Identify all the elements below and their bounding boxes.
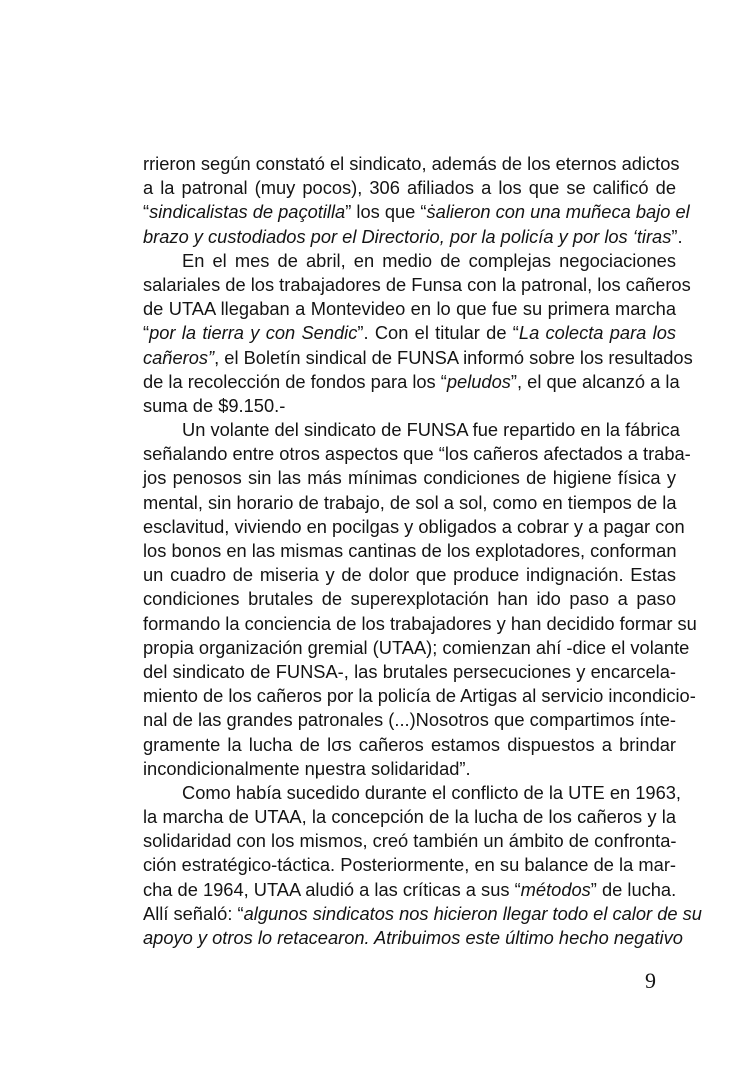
text-segment: , el Boletín sindical de FUNSA informó sobre los resultados — [214, 346, 693, 368]
text-segment: ”. — [671, 225, 683, 247]
italic-text: por la tierra y con Sendic — [149, 322, 358, 344]
text-segment: la marcha de UTAA, la concepción de la lucha de los cañeros y la — [143, 806, 676, 828]
text-line — [143, 926, 683, 950]
italic-text: cañeros” — [143, 346, 215, 368]
text-line — [143, 539, 676, 563]
text-segment: propia organización gremial (UTAA); comienzan ahí -dice el volante — [143, 636, 690, 658]
text-segment: miento de los cañeros por la policía de Artigas al servicio incondicio- — [143, 685, 696, 707]
text-line — [143, 563, 676, 587]
text-segment: Como había sucedido durante el conflicto de la UTE en 1963, — [182, 781, 681, 803]
body-text — [143, 152, 702, 950]
text-segment: de UTAA llegaban a Montevideo en lo que fue su primera marcha — [143, 298, 676, 320]
text-segment: jos penosos sin las más mínimas condiciones de higiene física y — [143, 467, 676, 489]
text-segment: cha de 1964, UTAA aludió a las críticas a sus “ — [143, 878, 521, 900]
page-number: 9 — [645, 968, 656, 993]
text-line — [143, 757, 676, 781]
text-line — [143, 878, 676, 902]
text-segment: incondicionalmente nμestra solidaridad”. — [143, 757, 471, 779]
text-line — [143, 853, 676, 877]
text-segment: del sindicato de FUNSA-, las brutales persecuciones y encarcela- — [143, 660, 676, 682]
italic-text: ṡalieron con una muñeca bajo el — [426, 201, 690, 223]
text-segment: ”. Con el titular de “ — [357, 322, 519, 344]
text-line — [143, 587, 676, 611]
text-line — [143, 684, 696, 708]
text-segment: “ — [143, 201, 150, 223]
text-line — [143, 829, 676, 853]
text-line — [143, 442, 691, 466]
text-segment: nal de las grandes patronales (...)Nosotros que compartimos ínte- — [143, 709, 676, 731]
text-line — [143, 805, 676, 829]
italic-text: sindicalistas de paçotilla — [149, 201, 346, 223]
text-segment: gramente la lucha de lσs cañeros estamos dispuestos a brindar — [143, 733, 676, 755]
text-line — [143, 733, 676, 757]
text-line — [143, 297, 676, 321]
text-segment: Allí señaló: “ — [143, 902, 244, 924]
text-segment: En el mes de abril, en medio de complejas negociaciones — [182, 249, 676, 271]
text-line — [143, 636, 690, 660]
text-line — [143, 515, 685, 539]
text-line — [143, 321, 676, 345]
text-segment: señalando entre otros aspectos que “los cañeros afectados a traba- — [143, 443, 691, 465]
text-segment: a la patronal (muy pocos), 306 afiliados a los que se calificó de — [143, 177, 676, 199]
text-segment: Un volante del sindicato de FUNSA fue repartido en la fábrica — [182, 419, 680, 441]
text-segment: suma de $9.150.- — [143, 394, 286, 416]
text-segment: ” los que “ — [345, 201, 427, 223]
text-segment: “ — [143, 322, 150, 344]
text-segment: de la recolección de fondos para los “ — [143, 370, 447, 392]
text-segment: rrieron según constató el sindicato, además de los eternos adictos — [143, 153, 680, 174]
text-line — [143, 466, 676, 490]
italic-text: algunos sindicatos nos hicieron llegar todo el calor de su — [243, 902, 702, 924]
text-line — [143, 346, 693, 370]
text-line — [143, 612, 697, 636]
italic-text: métodos — [520, 878, 591, 900]
text-line — [143, 370, 680, 394]
text-segment: condiciones brutales de superexplotación han ido paso a paso — [143, 588, 676, 610]
italic-text: apoyo y otros lo retacearon. Atribuimos este último hecho negativo — [143, 927, 683, 948]
italic-text: La colecta para los — [518, 322, 676, 344]
text-segment: solidaridad con los mismos, creó también un ámbito de confronta- — [143, 830, 677, 852]
text-line — [143, 273, 691, 297]
text-segment: ”, el que alcanzó a la — [510, 370, 680, 392]
text-line — [143, 708, 676, 732]
text-line — [143, 781, 681, 805]
italic-text: peludos — [446, 370, 511, 392]
text-segment: los bonos en las mismas cantinas de los explotadores, conforman — [143, 540, 677, 561]
text-line — [143, 418, 680, 442]
text-line — [143, 394, 676, 418]
text-line — [143, 152, 680, 176]
text-segment: esclavitud, viviendo en pocilgas y obligados a cobrar y a pagar con — [143, 515, 685, 537]
text-line — [143, 660, 676, 684]
text-line — [143, 249, 676, 273]
text-segment: formando la conciencia de los trabajadores y han decidido formar su — [143, 612, 697, 634]
text-segment: ” de lucha. — [590, 878, 677, 900]
text-segment: un cuadro de miseria y de dolor que produce indignación. Estas — [143, 564, 676, 586]
text-line — [143, 176, 676, 200]
text-segment: salariales de los trabajadores de Funsa con la patronal, los cañeros — [143, 273, 691, 295]
text-line — [143, 225, 683, 249]
text-segment: ción estratégico-táctica. Posteriormente, en su balance de la mar- — [143, 854, 676, 876]
text-segment: mental, sin horario de trabajo, de sol a sol, como en tiempos de la — [143, 491, 677, 513]
text-line — [143, 200, 690, 224]
text-line — [143, 491, 676, 515]
text-line — [143, 902, 702, 926]
italic-text: brazo y custodiados por el Directorio, por la policía y por los ‘tiras — [143, 225, 672, 247]
